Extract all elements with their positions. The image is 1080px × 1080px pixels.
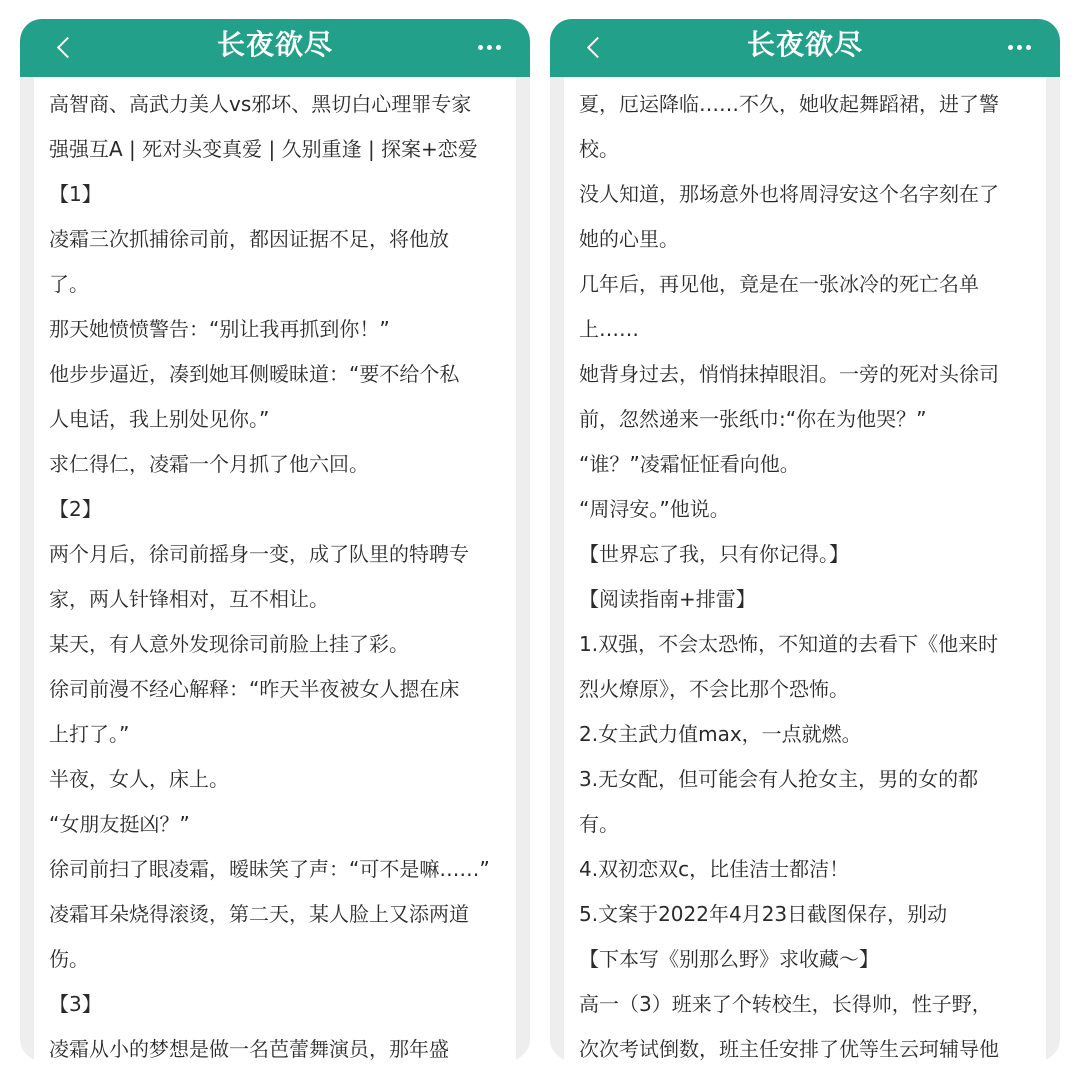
text-line: 夏，厄运降临……不久，她收起舞蹈裙，进了警 [579, 92, 999, 116]
left-header-bar [20, 19, 530, 77]
text-line: 2.女主武力值max，一点就燃。 [579, 722, 862, 746]
text-line: 两个月后，徐司前摇身一变，成了队里的特聘专 [49, 542, 469, 566]
text-line: 半夜，女人，床上。 [49, 767, 229, 791]
text-line: 【2】 [49, 497, 102, 521]
text-line: 他步步逼近，凑到她耳侧暧昧道：“要不给个私 [49, 362, 460, 386]
text-line: 前，忽然递来一张纸巾:“你在为他哭？” [579, 407, 927, 431]
page-title: 长夜欲尽 [216, 28, 333, 61]
text-line: 高一（3）班来了个转校生，长得帅，性子野， [579, 992, 992, 1016]
text-line: 伤。 [49, 947, 89, 971]
text-line: 了。 [49, 272, 89, 296]
text-line: 凌霜从小的梦想是做一名芭蕾舞演员，那年盛 [49, 1037, 449, 1061]
text-line: 3.无女配，但可能会有人抢女主，男的女的都 [579, 767, 979, 791]
text-line: 凌霜耳朵烧得滚烫，第二天，某人脸上又添两道 [49, 902, 469, 926]
text-line: 人电话，我上别处见你。” [49, 407, 270, 431]
text-line: 徐司前漫不经心解释：“昨天半夜被女人摁在床 [49, 677, 460, 701]
text-line: “周浔安。”他说。 [579, 497, 730, 521]
text-line: 4.双初恋双c，比佳洁士都洁！ [579, 857, 850, 881]
text-line: 【3】 [49, 992, 102, 1016]
text-line: 几年后，再见他，竟是在一张冰冷的死亡名单 [579, 272, 979, 296]
text-line: 1.双强，不会太恐怖，不知道的去看下《他来时 [579, 632, 999, 656]
text-line: 【下本写《别那么野》求收藏～】 [579, 947, 879, 971]
right-header-bar [550, 19, 1060, 77]
text-line: 次次考试倒数，班主任安排了优等生云珂辅导他 [579, 1037, 999, 1061]
left-phone-screen [20, 19, 530, 1061]
right-text-content[interactable] [564, 77, 1046, 1061]
text-line: “谁？”凌霜怔怔看向他。 [579, 452, 800, 476]
text-line: 校。 [579, 137, 619, 161]
text-line: 她背身过去，悄悄抹掉眼泪。一旁的死对头徐司 [579, 362, 999, 386]
text-line: 没人知道，那场意外也将周浔安这个名字刻在了 [579, 182, 999, 206]
text-line: 5.文案于2022年4月23日截图保存，别动 [579, 902, 948, 926]
text-line: 烈火燎原》，不会比那个恐怖。 [579, 677, 849, 701]
text-line: 上打了。” [49, 722, 130, 746]
right-phone-screen [550, 19, 1060, 1061]
text-line: “女朋友挺凶？” [49, 812, 190, 836]
text-line: 【阅读指南+排雷】 [579, 587, 756, 611]
text-line: 求仁得仁，凌霜一个月抓了他六回。 [49, 452, 369, 476]
text-line: 高智商、高武力美人vs邪坏、黑切白心理罪专家 [49, 92, 472, 116]
text-line: 【世界忘了我，只有你记得。】 [579, 542, 849, 566]
left-text-content[interactable] [34, 77, 516, 1061]
text-line: 徐司前扫了眼凌霜，暧昧笑了声：“可不是嘛……” [49, 857, 490, 881]
page-title: 长夜欲尽 [746, 28, 863, 61]
text-line: 凌霜三次抓捕徐司前，都因证据不足，将他放 [49, 227, 449, 251]
text-line: 家，两人针锋相对，互不相让。 [49, 587, 329, 611]
more-options-icon[interactable] [478, 45, 504, 51]
text-line: 有。 [579, 812, 619, 836]
text-line: 她的心里。 [579, 227, 679, 251]
text-line: 上…… [579, 317, 639, 341]
more-options-icon[interactable] [1008, 45, 1034, 51]
text-line: 某天，有人意外发现徐司前脸上挂了彩。 [49, 632, 409, 656]
text-line: 【1】 [49, 182, 102, 206]
text-line: 强强互A | 死对头变真爱 | 久别重逢 | 探案+恋爱 [49, 137, 478, 161]
text-line: 那天她愤愤警告：“别让我再抓到你！” [49, 317, 390, 341]
